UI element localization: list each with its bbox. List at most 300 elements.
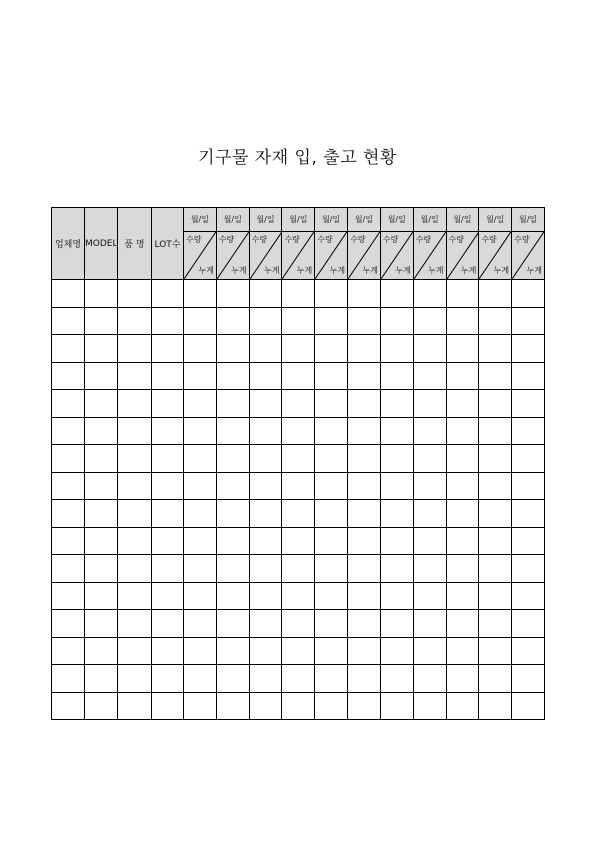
table-cell xyxy=(52,362,85,390)
table-body xyxy=(52,280,545,720)
header-qty-cumulative xyxy=(282,232,315,280)
table-row xyxy=(52,280,545,308)
table-cell xyxy=(380,637,413,665)
table-cell xyxy=(216,692,249,720)
table-cell xyxy=(118,500,152,528)
table-cell xyxy=(184,582,217,610)
table-row xyxy=(52,637,545,665)
table-cell xyxy=(52,390,85,418)
table-cell xyxy=(479,335,512,363)
table-cell xyxy=(152,445,184,473)
table-cell xyxy=(85,417,118,445)
table-cell xyxy=(52,472,85,500)
table-cell xyxy=(479,582,512,610)
table-cell xyxy=(380,472,413,500)
table-row xyxy=(52,417,545,445)
table-cell xyxy=(282,417,315,445)
table-cell xyxy=(315,445,348,473)
table-cell xyxy=(118,665,152,693)
table-cell xyxy=(413,280,446,308)
table-cell xyxy=(216,445,249,473)
header-date: 월/일 xyxy=(446,208,479,232)
header-qty-cumulative xyxy=(512,232,545,280)
table-cell xyxy=(184,445,217,473)
table-cell xyxy=(413,390,446,418)
table-cell xyxy=(152,692,184,720)
table-cell xyxy=(512,692,545,720)
table-cell xyxy=(184,362,217,390)
table-cell xyxy=(315,582,348,610)
table-cell xyxy=(216,280,249,308)
header-qty: 수량 xyxy=(350,235,366,244)
header-cumulative: 누계 xyxy=(428,266,444,275)
table-cell xyxy=(118,280,152,308)
table-cell xyxy=(85,280,118,308)
table-row xyxy=(52,390,545,418)
table-cell xyxy=(413,445,446,473)
table-cell xyxy=(118,692,152,720)
table-cell xyxy=(446,527,479,555)
table-cell xyxy=(52,307,85,335)
table-cell xyxy=(512,665,545,693)
table-cell xyxy=(118,445,152,473)
table-cell xyxy=(216,555,249,583)
header-qty: 수량 xyxy=(186,235,202,244)
table-cell xyxy=(512,280,545,308)
table-cell xyxy=(282,472,315,500)
table-cell xyxy=(446,390,479,418)
table-cell xyxy=(85,307,118,335)
table-cell xyxy=(282,280,315,308)
table-cell xyxy=(118,610,152,638)
table-cell xyxy=(446,555,479,583)
table-cell xyxy=(380,335,413,363)
table-cell xyxy=(216,665,249,693)
header-qty: 수량 xyxy=(415,235,432,244)
table-cell xyxy=(216,527,249,555)
table-cell xyxy=(85,610,118,638)
table-cell xyxy=(152,637,184,665)
header-date: 월/일 xyxy=(282,208,315,232)
table-cell xyxy=(512,390,545,418)
table-cell xyxy=(85,445,118,473)
table-cell xyxy=(249,610,282,638)
table-cell xyxy=(348,527,381,555)
header-cumulative: 누계 xyxy=(329,266,346,275)
table-cell xyxy=(85,390,118,418)
header-qty: 수량 xyxy=(481,235,497,244)
table-cell xyxy=(479,500,512,528)
table-cell xyxy=(249,390,282,418)
table-cell xyxy=(184,417,217,445)
table-cell xyxy=(380,390,413,418)
table-cell xyxy=(380,417,413,445)
table-cell xyxy=(85,362,118,390)
table-cell xyxy=(380,362,413,390)
table-cell xyxy=(282,390,315,418)
table-cell xyxy=(184,390,217,418)
table-cell xyxy=(184,307,217,335)
table-cell xyxy=(282,665,315,693)
table-cell xyxy=(152,362,184,390)
table-cell xyxy=(184,555,217,583)
header-company: 업체명 xyxy=(52,208,85,280)
table-cell xyxy=(52,665,85,693)
table-cell xyxy=(380,280,413,308)
table-cell xyxy=(348,417,381,445)
table-cell xyxy=(249,665,282,693)
table-cell xyxy=(152,280,184,308)
header-qty-cumulative xyxy=(216,232,249,280)
table-cell xyxy=(512,500,545,528)
table-cell xyxy=(446,362,479,390)
table-cell xyxy=(85,335,118,363)
header-date: 월/일 xyxy=(348,208,381,232)
table-cell xyxy=(413,665,446,693)
table-cell xyxy=(446,307,479,335)
table-cell xyxy=(152,555,184,583)
table-cell xyxy=(216,417,249,445)
table-cell xyxy=(512,362,545,390)
table-cell xyxy=(315,472,348,500)
table-cell xyxy=(413,582,446,610)
table-cell xyxy=(282,527,315,555)
table-cell xyxy=(249,335,282,363)
table-cell xyxy=(315,637,348,665)
table-cell xyxy=(413,307,446,335)
table-cell xyxy=(512,637,545,665)
header-cumulative: 누계 xyxy=(263,266,280,275)
table-cell xyxy=(315,280,348,308)
page-title: 기구물 자재 입, 출고 현황 xyxy=(198,148,397,168)
table-cell xyxy=(118,390,152,418)
table-cell xyxy=(348,665,381,693)
table-cell xyxy=(118,555,152,583)
table-cell xyxy=(282,307,315,335)
table-cell xyxy=(249,637,282,665)
table-cell xyxy=(512,610,545,638)
header-qty: 수량 xyxy=(382,235,399,244)
table-cell xyxy=(512,582,545,610)
header-qty-cumulative xyxy=(479,232,512,280)
table-cell xyxy=(479,307,512,335)
table-cell xyxy=(282,362,315,390)
table-cell xyxy=(118,417,152,445)
table-cell xyxy=(152,610,184,638)
table-cell xyxy=(184,500,217,528)
table-cell xyxy=(315,610,348,638)
table-cell xyxy=(380,555,413,583)
table-cell xyxy=(512,307,545,335)
table-cell xyxy=(282,335,315,363)
header-qty: 수량 xyxy=(218,235,235,244)
table-row xyxy=(52,362,545,390)
table-cell xyxy=(380,527,413,555)
table-cell xyxy=(413,417,446,445)
table-cell xyxy=(380,500,413,528)
header-lot-count: LOT수 xyxy=(152,208,184,280)
table-cell xyxy=(118,307,152,335)
table-cell xyxy=(152,335,184,363)
header-date: 월/일 xyxy=(249,208,282,232)
table-cell xyxy=(413,472,446,500)
table-cell xyxy=(413,362,446,390)
table-cell xyxy=(216,390,249,418)
table-cell xyxy=(152,390,184,418)
table-cell xyxy=(184,527,217,555)
header-qty: 수량 xyxy=(284,235,300,244)
table-cell xyxy=(315,500,348,528)
table-cell xyxy=(152,417,184,445)
table-cell xyxy=(446,692,479,720)
table-cell xyxy=(52,610,85,638)
table-cell xyxy=(249,417,282,445)
table-cell xyxy=(315,307,348,335)
header-date: 월/일 xyxy=(315,208,348,232)
table-row xyxy=(52,692,545,720)
table-cell xyxy=(348,610,381,638)
table-cell xyxy=(152,665,184,693)
header-qty-cumulative xyxy=(380,232,413,280)
table-cell xyxy=(184,280,217,308)
table-cell xyxy=(85,692,118,720)
table-cell xyxy=(85,637,118,665)
table-row xyxy=(52,472,545,500)
table-cell xyxy=(152,527,184,555)
header-cumulative: 누계 xyxy=(526,266,542,275)
table-cell xyxy=(479,472,512,500)
table-row xyxy=(52,527,545,555)
table-cell xyxy=(249,582,282,610)
header-date: 월/일 xyxy=(184,208,217,232)
header-qty-cumulative xyxy=(315,232,348,280)
table-cell xyxy=(479,637,512,665)
header-cumulative: 누계 xyxy=(198,266,214,275)
table-cell xyxy=(446,637,479,665)
table-cell xyxy=(315,417,348,445)
table-cell xyxy=(348,307,381,335)
table-cell xyxy=(118,472,152,500)
table-cell xyxy=(380,582,413,610)
table-cell xyxy=(282,445,315,473)
table-cell xyxy=(380,307,413,335)
table-cell xyxy=(479,417,512,445)
table-cell xyxy=(249,362,282,390)
table-cell xyxy=(512,417,545,445)
table-cell xyxy=(282,555,315,583)
table-cell xyxy=(85,472,118,500)
table-cell xyxy=(479,362,512,390)
table-cell xyxy=(446,445,479,473)
table-cell xyxy=(446,472,479,500)
header-row-dates xyxy=(52,208,545,232)
table-cell xyxy=(52,417,85,445)
table-cell xyxy=(282,692,315,720)
header-date: 월/일 xyxy=(479,208,512,232)
header-qty-cumulative xyxy=(413,232,446,280)
table-cell xyxy=(315,335,348,363)
table-cell xyxy=(446,335,479,363)
table-cell xyxy=(479,527,512,555)
table-cell xyxy=(348,500,381,528)
table-cell xyxy=(512,527,545,555)
header-cumulative: 누계 xyxy=(231,266,247,275)
header-qty-cumulative xyxy=(348,232,381,280)
table-cell xyxy=(118,362,152,390)
table-cell xyxy=(118,527,152,555)
table-cell xyxy=(413,610,446,638)
table-cell xyxy=(216,582,249,610)
table-cell xyxy=(249,527,282,555)
table-cell xyxy=(380,665,413,693)
table-cell xyxy=(216,307,249,335)
header-qty: 수량 xyxy=(448,235,464,244)
table-row xyxy=(52,335,545,363)
table-cell xyxy=(413,692,446,720)
table-cell xyxy=(413,335,446,363)
table-cell xyxy=(216,472,249,500)
table-row xyxy=(52,582,545,610)
table-cell xyxy=(249,307,282,335)
table-cell xyxy=(348,582,381,610)
table-cell xyxy=(315,390,348,418)
header-model: MODEL xyxy=(85,208,118,280)
header-cumulative: 누계 xyxy=(493,266,510,275)
table-cell xyxy=(184,665,217,693)
table-cell xyxy=(118,637,152,665)
table-cell xyxy=(52,335,85,363)
table-row xyxy=(52,665,545,693)
table-cell xyxy=(315,665,348,693)
table-cell xyxy=(315,692,348,720)
table-cell xyxy=(348,555,381,583)
table-cell xyxy=(348,335,381,363)
inventory-table xyxy=(51,207,545,720)
table-cell xyxy=(348,637,381,665)
table-cell xyxy=(85,665,118,693)
table-cell xyxy=(479,280,512,308)
table-cell xyxy=(52,555,85,583)
table-cell xyxy=(479,692,512,720)
table-cell xyxy=(184,335,217,363)
table-row xyxy=(52,307,545,335)
table-cell xyxy=(216,637,249,665)
table-cell xyxy=(315,555,348,583)
table-cell xyxy=(380,445,413,473)
header-date: 월/일 xyxy=(216,208,249,232)
table-cell xyxy=(446,610,479,638)
table-cell xyxy=(152,472,184,500)
table-cell xyxy=(479,665,512,693)
table-cell xyxy=(216,500,249,528)
header-date: 월/일 xyxy=(512,208,545,232)
table-cell xyxy=(348,445,381,473)
table-cell xyxy=(446,665,479,693)
table-cell xyxy=(413,500,446,528)
table-cell xyxy=(52,527,85,555)
table-cell xyxy=(479,445,512,473)
table-cell xyxy=(249,692,282,720)
header-qty-cumulative xyxy=(249,232,282,280)
table-cell xyxy=(446,417,479,445)
header-date: 월/일 xyxy=(413,208,446,232)
header-qty: 수량 xyxy=(514,235,530,244)
table-cell xyxy=(479,555,512,583)
table-row xyxy=(52,500,545,528)
table-cell xyxy=(118,582,152,610)
table-cell xyxy=(152,582,184,610)
table-cell xyxy=(446,280,479,308)
table-cell xyxy=(315,527,348,555)
table-cell xyxy=(85,527,118,555)
table-cell xyxy=(348,280,381,308)
table-cell xyxy=(348,472,381,500)
table-cell xyxy=(512,472,545,500)
table-cell xyxy=(52,280,85,308)
table-cell xyxy=(348,692,381,720)
table-cell xyxy=(52,500,85,528)
table-cell xyxy=(282,500,315,528)
table-cell xyxy=(152,307,184,335)
table-cell xyxy=(85,555,118,583)
header-qty-cumulative xyxy=(446,232,479,280)
header-date: 월/일 xyxy=(380,208,413,232)
table-cell xyxy=(282,610,315,638)
table-cell xyxy=(479,610,512,638)
table-cell xyxy=(380,610,413,638)
header-cumulative: 누계 xyxy=(296,266,313,275)
table-cell xyxy=(52,582,85,610)
table-cell xyxy=(184,610,217,638)
table-cell xyxy=(348,362,381,390)
header-qty-cumulative xyxy=(184,232,217,280)
table-cell xyxy=(512,445,545,473)
table-cell xyxy=(380,692,413,720)
table-cell xyxy=(249,472,282,500)
table-cell xyxy=(249,500,282,528)
table-cell xyxy=(85,500,118,528)
table-cell xyxy=(413,527,446,555)
table-cell xyxy=(52,445,85,473)
table-cell xyxy=(249,555,282,583)
table-cell xyxy=(413,637,446,665)
table-cell xyxy=(446,582,479,610)
table-cell xyxy=(512,335,545,363)
table-row xyxy=(52,610,545,638)
header-qty: 수량 xyxy=(251,235,268,244)
table-cell xyxy=(216,335,249,363)
table-cell xyxy=(184,637,217,665)
header-cumulative: 누계 xyxy=(460,266,477,275)
table-cell xyxy=(52,692,85,720)
table-row xyxy=(52,445,545,473)
table-cell xyxy=(315,362,348,390)
table-cell xyxy=(282,637,315,665)
table-cell xyxy=(52,637,85,665)
table-cell xyxy=(446,500,479,528)
header-item-name: 품 명 xyxy=(118,208,152,280)
header-cumulative: 누계 xyxy=(395,266,411,275)
table-cell xyxy=(282,582,315,610)
table-cell xyxy=(184,472,217,500)
table-cell xyxy=(249,280,282,308)
table-cell xyxy=(85,582,118,610)
table-cell xyxy=(413,555,446,583)
table-cell xyxy=(249,445,282,473)
table-cell xyxy=(216,610,249,638)
table-cell xyxy=(152,500,184,528)
table-cell xyxy=(118,335,152,363)
